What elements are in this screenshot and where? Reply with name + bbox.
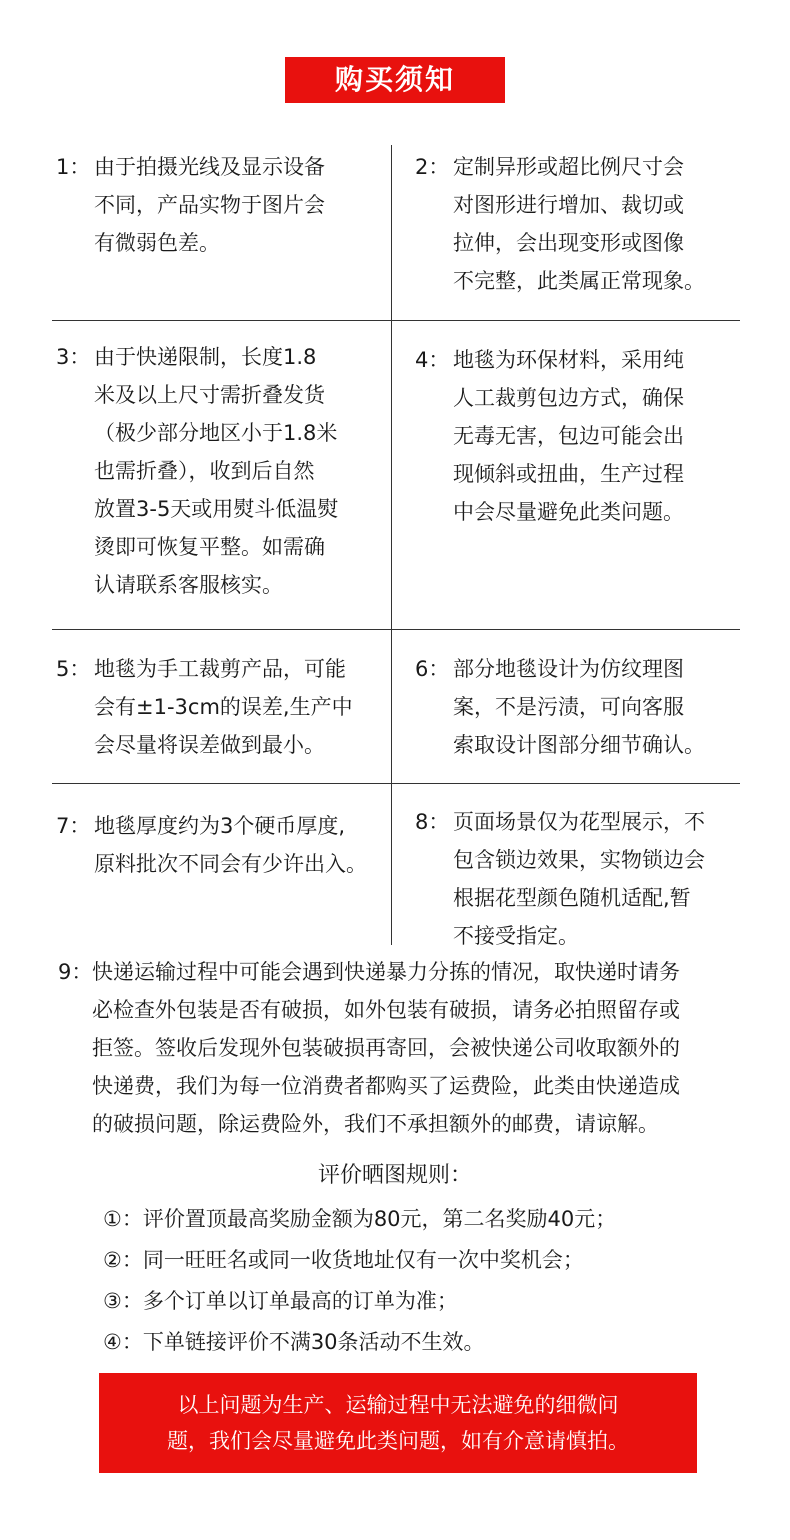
rule-item-2: ②：同一旺旺名或同一收货地址仅有一次中奖机会； bbox=[103, 1248, 584, 1272]
item-number: 3： bbox=[56, 345, 91, 369]
item-text: 页面场景仅为花型展示，不 包含锁边效果，实物锁边会 根据花型颜色随机适配,暂 不接受指定。 bbox=[453, 810, 705, 948]
notice-item-3 bbox=[56, 338, 386, 604]
item-text: 地毯厚度约为3个硬币厚度, 原料批次不同会有少许出入。 bbox=[94, 814, 367, 876]
notice-item-1 bbox=[56, 148, 386, 262]
notice-item-7 bbox=[56, 807, 391, 883]
notice-item-4 bbox=[415, 341, 745, 531]
item-text: 由于拍摄光线及显示设备 不同，产品实物于图片会 有微弱色差。 bbox=[94, 155, 325, 255]
item-number: 6： bbox=[415, 657, 450, 681]
item-number: 5： bbox=[56, 657, 91, 681]
column-divider bbox=[391, 145, 392, 945]
notice-item-6 bbox=[415, 650, 750, 764]
item-text: 地毯为手工裁剪产品，可能 会有±1-3cm的误差,生产中 会尽量将误差做到最小。 bbox=[94, 657, 353, 757]
rule-item-1: ①：评价置顶最高奖励金额为80元，第二名奖励40元； bbox=[103, 1207, 617, 1231]
rule-item-4: ④：下单链接评价不满30条活动不生效。 bbox=[103, 1330, 485, 1354]
page-title: 购买须知 bbox=[285, 57, 505, 103]
bottom-notice-banner: 以上问题为生产、运输过程中无法避免的细微问 题，我们会尽量避免此类问题，如有介意请慎拍。 bbox=[99, 1373, 697, 1473]
row-divider bbox=[52, 629, 740, 630]
notice-item-9 bbox=[58, 953, 758, 1143]
rule-item-3: ③：多个订单以订单最高的订单为准； bbox=[103, 1289, 458, 1313]
item-number: 1： bbox=[56, 155, 91, 179]
item-number: 9： bbox=[58, 960, 93, 984]
item-text: 定制异形或超比例尺寸会 对图形进行增加、裁切或 拉伸，会出现变形或图像 不完整，此类属正常现象。 bbox=[453, 155, 705, 293]
row-divider bbox=[52, 783, 740, 784]
item-number: 7： bbox=[56, 814, 91, 838]
item-text: 地毯为环保材料，采用纯 人工裁剪包边方式，确保 无毒无害，包边可能会出 现倾斜或扭曲，生产过程 中会尽量避免此类问题。 bbox=[453, 348, 684, 524]
row-divider bbox=[52, 320, 740, 321]
notice-item-8 bbox=[415, 803, 750, 955]
item-number: 8： bbox=[415, 810, 450, 834]
notice-item-2 bbox=[415, 148, 745, 300]
item-number: 2： bbox=[415, 155, 450, 179]
notice-item-5 bbox=[56, 650, 391, 764]
rules-title: 评价晒图规则： bbox=[317, 1163, 472, 1188]
item-text: 快递运输过程中可能会遇到快递暴力分拣的情况，取快递时请务 必检查外包装是否有破损，如外包装有破损，请务必拍照留存或 拒签。签收后发现外包装破损再寄回，会被快递公司收取额外的 快递费，我们为每一位消费者都购买了运费险，此类由快递造成 的破损问题，除运费险外，我们不承担额外的邮费，请谅解。 bbox=[92, 960, 680, 1136]
item-text: 部分地毯设计为仿纹理图 案，不是污渍，可向客服 索取设计图部分细节确认。 bbox=[453, 657, 705, 757]
item-number: 4： bbox=[415, 348, 450, 372]
item-text: 由于快递限制，长度1.8 米及以上尺寸需折叠发货 （极少部分地区小于1.8米 也需折叠），收到后自然 放置3-5天或用熨斗低温熨 烫即可恢复平整。如需确 认请联系客服核实。 bbox=[94, 345, 339, 597]
